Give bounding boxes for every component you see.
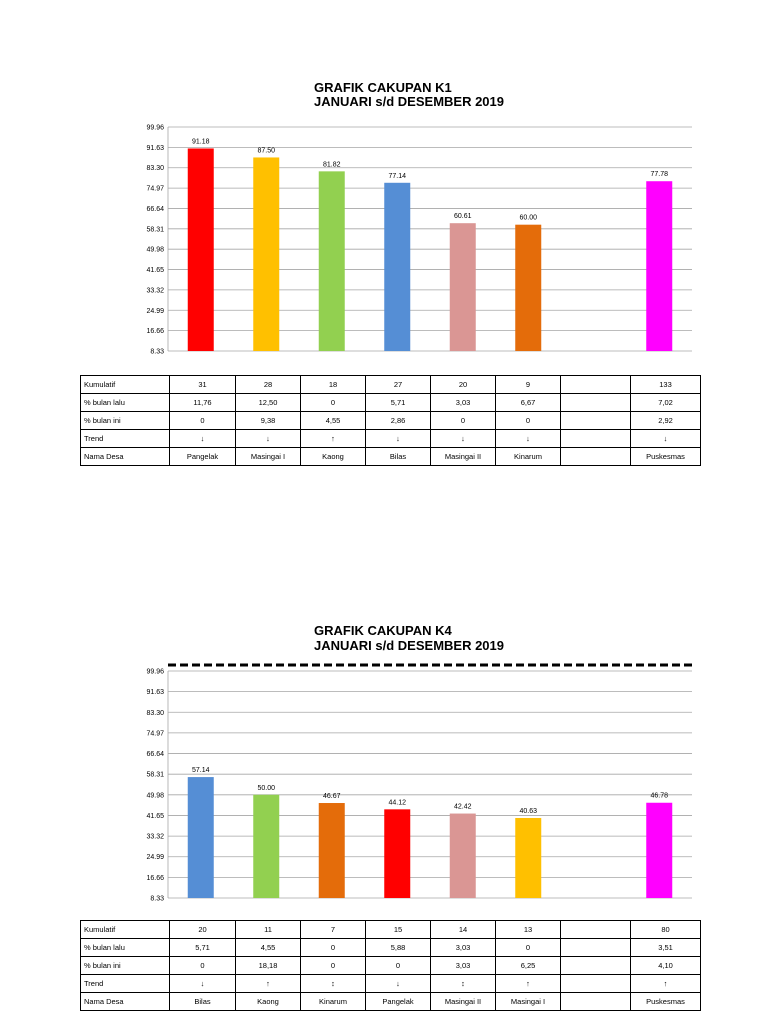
table-cell: 11 (236, 921, 301, 939)
table-cell: ↕ (431, 975, 496, 993)
table-cell: 27 (366, 376, 431, 394)
table-cell (561, 412, 631, 430)
k4-bar-pangelak (384, 809, 410, 898)
table-cell: Puskesmas (631, 448, 701, 466)
k4-y-tick-label: 24.99 (146, 854, 164, 862)
k4-y-tick-label: 99.96 (146, 668, 164, 676)
table-row-header: % bulan lalu (81, 939, 170, 957)
table-row (81, 376, 701, 394)
table-cell: 133 (631, 376, 701, 394)
k1-y-tick-label: 74.97 (146, 185, 164, 193)
table-cell: 4,55 (236, 939, 301, 957)
table-cell: 6,67 (496, 394, 561, 412)
k4-data-label: 50.00 (257, 784, 276, 792)
chart-k1 (0, 0, 768, 360)
table-cell: 20 (170, 921, 236, 939)
k1-data-label: 77.78 (650, 171, 669, 179)
k1-y-tick-label: 58.31 (146, 226, 164, 234)
table-cell: 31 (170, 376, 236, 394)
table-cell: ↓ (366, 430, 431, 448)
k1-data-label: 87.50 (257, 147, 276, 155)
table-cell (561, 376, 631, 394)
table-cell: Bilas (366, 448, 431, 466)
k4-bar-bilas (188, 777, 214, 898)
k4-y-tick-label: 33.32 (146, 833, 164, 841)
chart-k1-data-table (80, 375, 701, 466)
k4-y-tick-label: 91.63 (146, 689, 164, 697)
table-cell: Masingai II (431, 993, 496, 1011)
table-cell: 3,51 (631, 939, 701, 957)
table-cell: ↓ (631, 430, 701, 448)
table-row (81, 448, 701, 466)
table-cell: 5,71 (366, 394, 431, 412)
table-cell: Masingai I (236, 448, 301, 466)
chart-k4-subtitle: JANUARI s/d DESEMBER 2019 (314, 638, 504, 653)
table-cell: ↑ (301, 430, 366, 448)
table-cell: ↓ (170, 975, 236, 993)
table-cell: Kinarum (496, 448, 561, 466)
k1-y-tick-label: 24.99 (146, 307, 164, 315)
k1-y-tick-label: 16.66 (146, 328, 164, 336)
table-cell: ↓ (431, 430, 496, 448)
k1-bar-kaong (319, 171, 345, 351)
table-cell: 20 (431, 376, 496, 394)
table-cell (561, 921, 631, 939)
k1-data-label: 77.14 (388, 172, 407, 180)
table-cell: Bilas (170, 993, 236, 1011)
table-cell: 18,18 (236, 957, 301, 975)
table-cell (561, 394, 631, 412)
table-cell: 6,25 (496, 957, 561, 975)
table-row-header: % bulan lalu (81, 394, 170, 412)
table-cell (561, 448, 631, 466)
k1-data-label: 81.82 (322, 161, 341, 169)
k4-data-label: 44.12 (388, 799, 407, 807)
table-cell: 13 (496, 921, 561, 939)
k4-y-tick-label: 41.65 (146, 812, 164, 820)
table-row-header: Trend (81, 430, 170, 448)
table-row-header: Kumulatif (81, 376, 170, 394)
table-cell (561, 430, 631, 448)
k1-data-label: 60.61 (453, 213, 472, 221)
table-cell: ↓ (170, 430, 236, 448)
k4-data-label: 42.42 (453, 803, 472, 811)
k4-y-tick-label: 49.98 (146, 792, 164, 800)
table-cell: Pangelak (366, 993, 431, 1011)
table-cell: Puskesmas (631, 993, 701, 1011)
table-cell: 7,02 (631, 394, 701, 412)
table-cell: 0 (496, 412, 561, 430)
k4-data-label: 46.67 (322, 793, 341, 801)
table-cell: 9,38 (236, 412, 301, 430)
table-cell: 4,55 (301, 412, 366, 430)
table-cell: Kaong (301, 448, 366, 466)
k1-bar-puskesmas (646, 181, 672, 351)
table-cell: ↑ (631, 975, 701, 993)
k4-bar-masingai-ii (450, 814, 476, 898)
table-cell: 11,76 (170, 394, 236, 412)
k1-bar-kinarum (515, 225, 541, 351)
table-cell: 5,71 (170, 939, 236, 957)
k1-y-tick-label: 99.96 (146, 124, 164, 132)
k4-y-tick-label: 58.31 (146, 771, 164, 779)
k1-bar-masingai-ii (450, 223, 476, 351)
chart-k4 (0, 610, 768, 910)
table-cell (561, 975, 631, 993)
table-cell (561, 993, 631, 1011)
table-cell: 0 (301, 957, 366, 975)
chart-k4-data-table (80, 920, 701, 1011)
table-cell (561, 957, 631, 975)
k1-data-label: 60.00 (519, 214, 538, 222)
chart-k4-title: GRAFIK CAKUPAN K4 (314, 623, 452, 638)
table-cell: 5,88 (366, 939, 431, 957)
table-cell: 0 (431, 412, 496, 430)
table-cell: 0 (301, 394, 366, 412)
table-row (81, 993, 701, 1011)
table-cell: ↑ (236, 975, 301, 993)
table-cell: 18 (301, 376, 366, 394)
table-row-header: Trend (81, 975, 170, 993)
k1-bar-bilas (384, 183, 410, 351)
k4-bar-kinarum (319, 803, 345, 898)
k1-y-tick-label: 8.33 (150, 348, 164, 356)
chart-k1-title: GRAFIK CAKUPAN K1 (314, 80, 452, 95)
table-cell: ↓ (366, 975, 431, 993)
table-cell: ↓ (236, 430, 301, 448)
table-row (81, 412, 701, 430)
table-cell: 3,03 (431, 957, 496, 975)
table-cell: Masingai I (496, 993, 561, 1011)
k1-bar-masingai-i (253, 157, 279, 351)
table-row (81, 957, 701, 975)
k4-bar-puskesmas (646, 803, 672, 898)
k4-data-label: 40.63 (519, 807, 538, 815)
k4-y-tick-label: 74.97 (146, 730, 164, 738)
table-row (81, 430, 701, 448)
table-cell: 80 (631, 921, 701, 939)
table-cell: ↓ (496, 430, 561, 448)
table-cell: 2,92 (631, 412, 701, 430)
k4-data-label: 57.14 (191, 767, 210, 775)
table-row-header: % bulan ini (81, 412, 170, 430)
table-cell: 9 (496, 376, 561, 394)
table-cell: 3,03 (431, 394, 496, 412)
k1-y-tick-label: 49.98 (146, 246, 164, 254)
table-cell: 28 (236, 376, 301, 394)
table-cell: Kinarum (301, 993, 366, 1011)
k4-y-tick-label: 16.66 (146, 874, 164, 882)
k4-data-label: 46.78 (650, 792, 669, 800)
k1-y-tick-label: 41.65 (146, 267, 164, 275)
table-cell: 7 (301, 921, 366, 939)
table-row-header: Nama Desa (81, 448, 170, 466)
table-cell (561, 939, 631, 957)
table-cell: 0 (301, 939, 366, 957)
table-row-header: Nama Desa (81, 993, 170, 1011)
table-cell: ↑ (496, 975, 561, 993)
table-cell: Kaong (236, 993, 301, 1011)
table-row (81, 394, 701, 412)
table-cell: 15 (366, 921, 431, 939)
k1-y-tick-label: 66.64 (146, 205, 164, 213)
table-cell: 0 (170, 957, 236, 975)
table-cell: 14 (431, 921, 496, 939)
k1-bar-pangelak (188, 148, 214, 351)
k4-y-tick-label: 66.64 (146, 751, 164, 759)
table-cell: 4,10 (631, 957, 701, 975)
table-cell: ↕ (301, 975, 366, 993)
table-cell: 3,03 (431, 939, 496, 957)
k1-y-tick-label: 33.32 (146, 287, 164, 295)
table-cell: Pangelak (170, 448, 236, 466)
table-cell: Masingai II (431, 448, 496, 466)
table-row-header: Kumulatif (81, 921, 170, 939)
k4-y-tick-label: 83.30 (146, 709, 164, 717)
k4-bar-kaong (253, 795, 279, 898)
table-row-header: % bulan ini (81, 957, 170, 975)
table-cell: 2,86 (366, 412, 431, 430)
table-cell: 12,50 (236, 394, 301, 412)
table-row (81, 975, 701, 993)
k4-y-tick-label: 8.33 (150, 895, 164, 903)
k1-y-tick-label: 83.30 (146, 165, 164, 173)
k1-data-label: 91.18 (191, 138, 210, 146)
k1-y-tick-label: 91.63 (146, 144, 164, 152)
k4-bar-masingai-i (515, 818, 541, 898)
chart-k1-subtitle: JANUARI s/d DESEMBER 2019 (314, 94, 504, 109)
table-cell: 0 (496, 939, 561, 957)
table-cell: 0 (170, 412, 236, 430)
table-row (81, 939, 701, 957)
table-row (81, 921, 701, 939)
table-cell: 0 (366, 957, 431, 975)
